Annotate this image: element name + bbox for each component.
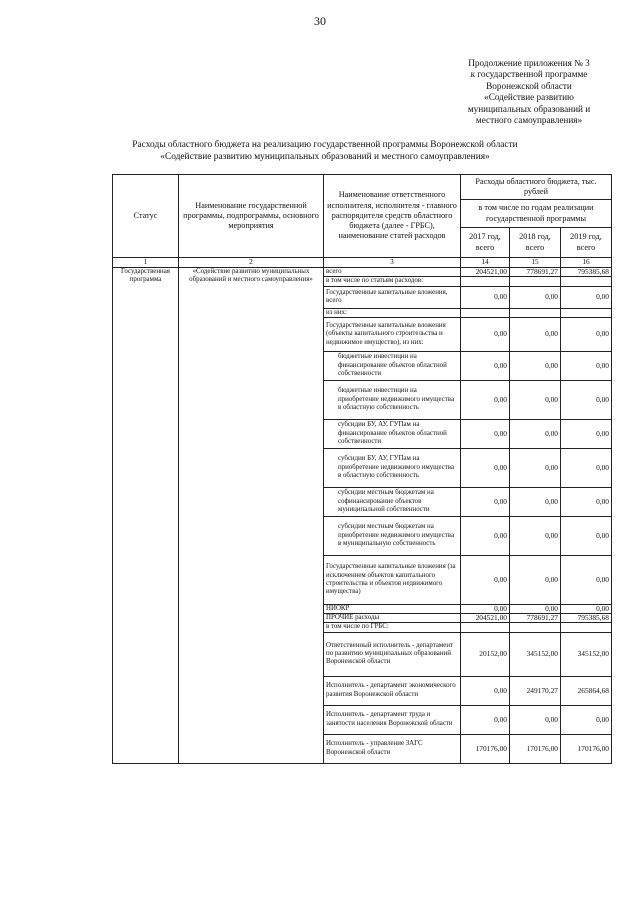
header-year-2018: 2018 год, всего (510, 228, 561, 258)
expense-label: субсидии БУ, АУ, ГУПам на финансирование объектов областной собственности (324, 419, 461, 448)
header-program: Наименование государственной программы, подпрограммы, основного мероприятия (179, 175, 324, 258)
expense-label: бюджетные инвестиции на приобретение недвижимого имущества в областную собственность (324, 380, 461, 419)
value-2017 (461, 277, 510, 286)
column-index: 2 (179, 258, 324, 268)
value-2018: 0,00 (510, 380, 561, 419)
header-expenses: Расходы областного бюджета, тыс. рублей (461, 175, 612, 200)
expense-label: НИОКР (324, 604, 461, 613)
value-2018: 0,00 (510, 516, 561, 555)
expense-label: из них: (324, 308, 461, 317)
value-2019: 0,00 (561, 705, 612, 734)
table-row (113, 268, 612, 277)
value-2017: 204521,00 (461, 268, 510, 277)
value-2019 (561, 277, 612, 286)
value-2017: 0,00 (461, 604, 510, 613)
header-year-2019: 2019 год, всего (561, 228, 612, 258)
value-2019: 0,00 (561, 380, 612, 419)
value-2018: 778691,27 (510, 614, 561, 623)
appendix-line: местного самоуправления» (475, 115, 583, 126)
appendix-line: муниципальных образований и (467, 103, 591, 114)
value-2018: 0,00 (510, 604, 561, 613)
value-2017: 0,00 (461, 555, 510, 604)
value-2019: 0,00 (561, 351, 612, 380)
value-2018 (510, 623, 561, 632)
value-2017: 0,00 (461, 487, 510, 516)
status-cell: Государственная программа (113, 268, 179, 764)
title-line: «Содействие развитию муниципальных образований и местного самоуправления» (160, 152, 490, 162)
value-2017: 204521,00 (461, 614, 510, 623)
value-2018: 0,00 (510, 317, 561, 351)
value-2017: 0,00 (461, 286, 510, 308)
column-index: 16 (561, 258, 612, 268)
value-2019: 170176,00 (561, 734, 612, 763)
expense-label: Государственные капитальные вложения, всего (324, 286, 461, 308)
value-2017: 170176,00 (461, 734, 510, 763)
appendix-line: Воронежской области (486, 80, 572, 91)
expense-label: субсидии местным бюджетам на софинансирование объектов муниципальной собственности (324, 487, 461, 516)
value-2017: 20152,00 (461, 632, 510, 676)
value-2017: 0,00 (461, 448, 510, 487)
value-2017 (461, 308, 510, 317)
expense-label: всего (324, 268, 461, 277)
expense-label: в том числе по ГРБС: (324, 623, 461, 632)
column-index: 3 (324, 258, 461, 268)
value-2019: 345152,00 (561, 632, 612, 676)
column-index: 14 (461, 258, 510, 268)
value-2019 (561, 308, 612, 317)
value-2018 (510, 277, 561, 286)
value-2019: 265864,68 (561, 676, 612, 705)
budget-table (112, 174, 612, 764)
expense-label: субсидии БУ, АУ, ГУПам на приобретение недвижимого имущества в областную собственность (324, 448, 461, 487)
value-2018: 0,00 (510, 351, 561, 380)
value-2018: 778691,27 (510, 268, 561, 277)
value-2018: 249170,27 (510, 676, 561, 705)
expense-label: Государственные капитальные вложения (объекты капитального строительства и недвижимое имущество), из них: (324, 317, 461, 351)
value-2019: 795385,68 (561, 614, 612, 623)
value-2017: 0,00 (461, 317, 510, 351)
page-number: 30 (314, 14, 326, 28)
column-index: 1 (113, 258, 179, 268)
program-cell: «Содействие развитию муниципальных образований и местного самоуправления» (179, 268, 324, 764)
appendix-caption (440, 58, 618, 126)
expense-label: Исполнитель - управление ЗАГС Воронежской области (324, 734, 461, 763)
value-2018: 0,00 (510, 286, 561, 308)
value-2019: 0,00 (561, 487, 612, 516)
value-2018: 170176,00 (510, 734, 561, 763)
value-2017: 0,00 (461, 380, 510, 419)
header-executor: Наименование ответственного исполнителя, исполнителя - главного распорядителя средств областного бюджета (далее - ГРБС), наименование статей расходов (324, 175, 461, 258)
value-2018: 0,00 (510, 487, 561, 516)
expense-label: бюджетные инвестиции на финансирование объектов областной собственности (324, 351, 461, 380)
header-by-years: в том числе по годам реализации государственной программы (461, 200, 612, 228)
title-line: Расходы областного бюджета на реализацию государственной программы Воронежской области (132, 140, 518, 150)
expense-label: Государственные капитальные вложения (за исключением объектов капитального строительства и объектов недвижимого имущества) (324, 555, 461, 604)
appendix-line: к государственной программе (470, 69, 588, 80)
value-2017: 0,00 (461, 351, 510, 380)
header-status: Статус (113, 175, 179, 258)
value-2018: 0,00 (510, 448, 561, 487)
expense-label: ПРОЧИЕ расходы (324, 614, 461, 623)
value-2017: 0,00 (461, 705, 510, 734)
value-2018: 0,00 (510, 705, 561, 734)
value-2019: 0,00 (561, 419, 612, 448)
value-2017 (461, 623, 510, 632)
value-2019: 0,00 (561, 604, 612, 613)
value-2017: 0,00 (461, 516, 510, 555)
value-2019 (561, 623, 612, 632)
appendix-line: «Содействие развитию (484, 92, 574, 103)
value-2018: 345152,00 (510, 632, 561, 676)
value-2019: 0,00 (561, 317, 612, 351)
header-year-2017: 2017 год, всего (461, 228, 510, 258)
value-2019: 795385,68 (561, 268, 612, 277)
document-title (90, 139, 560, 163)
value-2019: 0,00 (561, 516, 612, 555)
value-2019: 0,00 (561, 286, 612, 308)
expense-label: Исполнитель - департамент труда и занятости населения Воронежской области (324, 705, 461, 734)
value-2019: 0,00 (561, 448, 612, 487)
column-index: 15 (510, 258, 561, 268)
expense-label: Ответственный исполнитель - департамент по развитию муниципальных образований Воронежской области (324, 632, 461, 676)
value-2017: 0,00 (461, 676, 510, 705)
expense-label: Исполнитель - департамент экономического развития Воронежской области (324, 676, 461, 705)
value-2018 (510, 308, 561, 317)
value-2018: 0,00 (510, 555, 561, 604)
value-2018: 0,00 (510, 419, 561, 448)
expense-label: в том числе по статьям расходов: (324, 277, 461, 286)
value-2019: 0,00 (561, 555, 612, 604)
appendix-line: Продолжение приложения № 3 (468, 58, 590, 68)
expense-label: субсидии местным бюджетам на приобретение недвижимого имущества в муниципальную собственность (324, 516, 461, 555)
value-2017: 0,00 (461, 419, 510, 448)
